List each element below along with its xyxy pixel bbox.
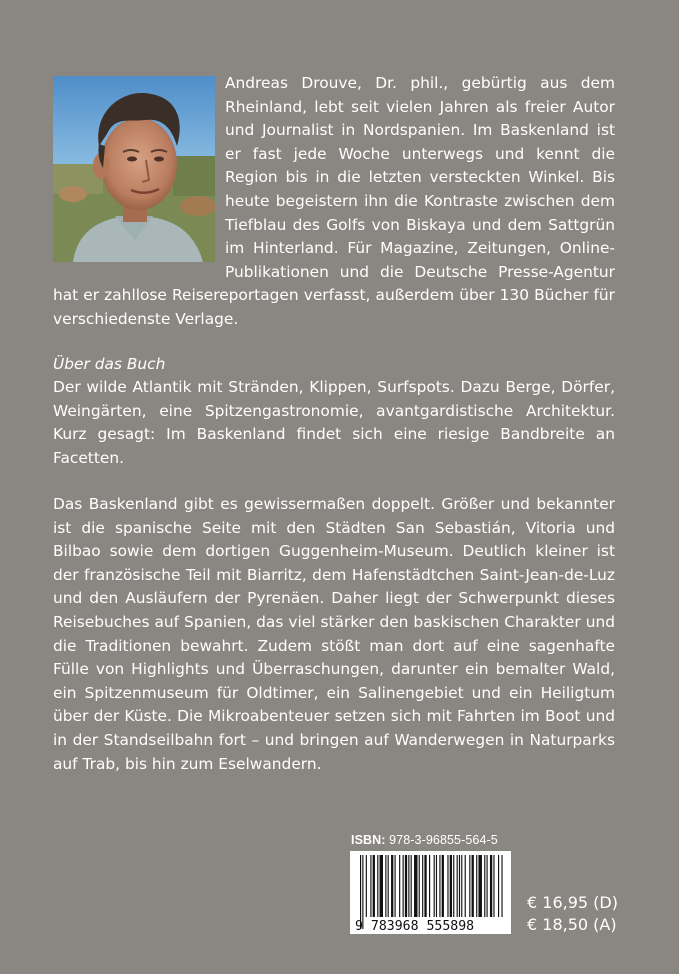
- about-book-paragraph-2: Das Baskenland gibt es gewissermaßen doppelt. Größer und bekannter ist die spanische Seite mit den Städten San Sebastián, Vitoria und Bilbao sowie dem dortigen Guggenheim-Museum. Deutlich kleiner ist der französische Teil mit Biarritz, dem Hafenstädtchen Saint-Jean-de-Luz und den Ausläufern der Pyrenäen. Daher liegt der Schwerpunkt dieses Reisebuches auf Spanien, das viel stärker den baskischen Charakter und die Traditionen bewahrt. Zudem stößt man dort auf eine sagenhafte Fülle von Highlights und Überraschungen, darunter ein bemalter Wald, ein Spitzenmuseum für Oldtimer, ein Salinengebiet und ein Heiligtum über der Küste. Die Mikroabenteuer setzen sich mit Fahrten im Boot und in der Standseilbahn fort – und bringen auf Wanderwegen in Naturparks auf Trab, bis hin zum Eselwandern.: [53, 495, 615, 773]
- photo-spacer: [53, 72, 225, 268]
- price-germany: € 16,95 (D): [527, 893, 618, 912]
- barcode-graphic: [350, 851, 511, 934]
- author-bio-text: Andreas Drouve, Dr. phil., gebürtig aus dem Rheinland, lebt seit vielen Jahren als freier Autor und Journalist in Nordspanien. Im Baskenland ist er fast jede Woche unterwegs und kennt die Region bis in die letzten versteckten Winkel. Bis heute begeistern ihn die Kontraste zwischen dem Tiefblau des Golfs von Biskaya und dem Sattgrün im Hinterland. Für Magazine, Zeitungen, Online-Publikationen und die Deutsche Presse-Agentur hat er zahllose Reisereportagen verfasst, außerdem über 130 Bücher für verschiedenste Verlage.: [53, 74, 615, 328]
- isbn-label: ISBN:: [351, 833, 386, 847]
- barcode-digits: 9 783968 555898: [355, 919, 475, 934]
- price-austria: € 18,50 (A): [527, 915, 617, 934]
- barcode-bar: [360, 855, 361, 929]
- about-book-heading: Über das Buch: [53, 355, 166, 373]
- isbn-number: 978-3-96855-564-5: [389, 833, 498, 847]
- author-bio: [53, 72, 615, 332]
- isbn-line: [351, 833, 498, 847]
- barcode-bar: [362, 855, 363, 929]
- about-book-paragraph-1: Der wilde Atlantik mit Stränden, Klippen, Surfspots. Dazu Berge, Dörfer, Weingärten, eine Spitzengastronomie, avantgardistische Architektur. Kurz gesagt: Im Baskenland findet sich eine riesige Bandbreite an Facetten.: [53, 378, 615, 467]
- barcode: [350, 851, 511, 934]
